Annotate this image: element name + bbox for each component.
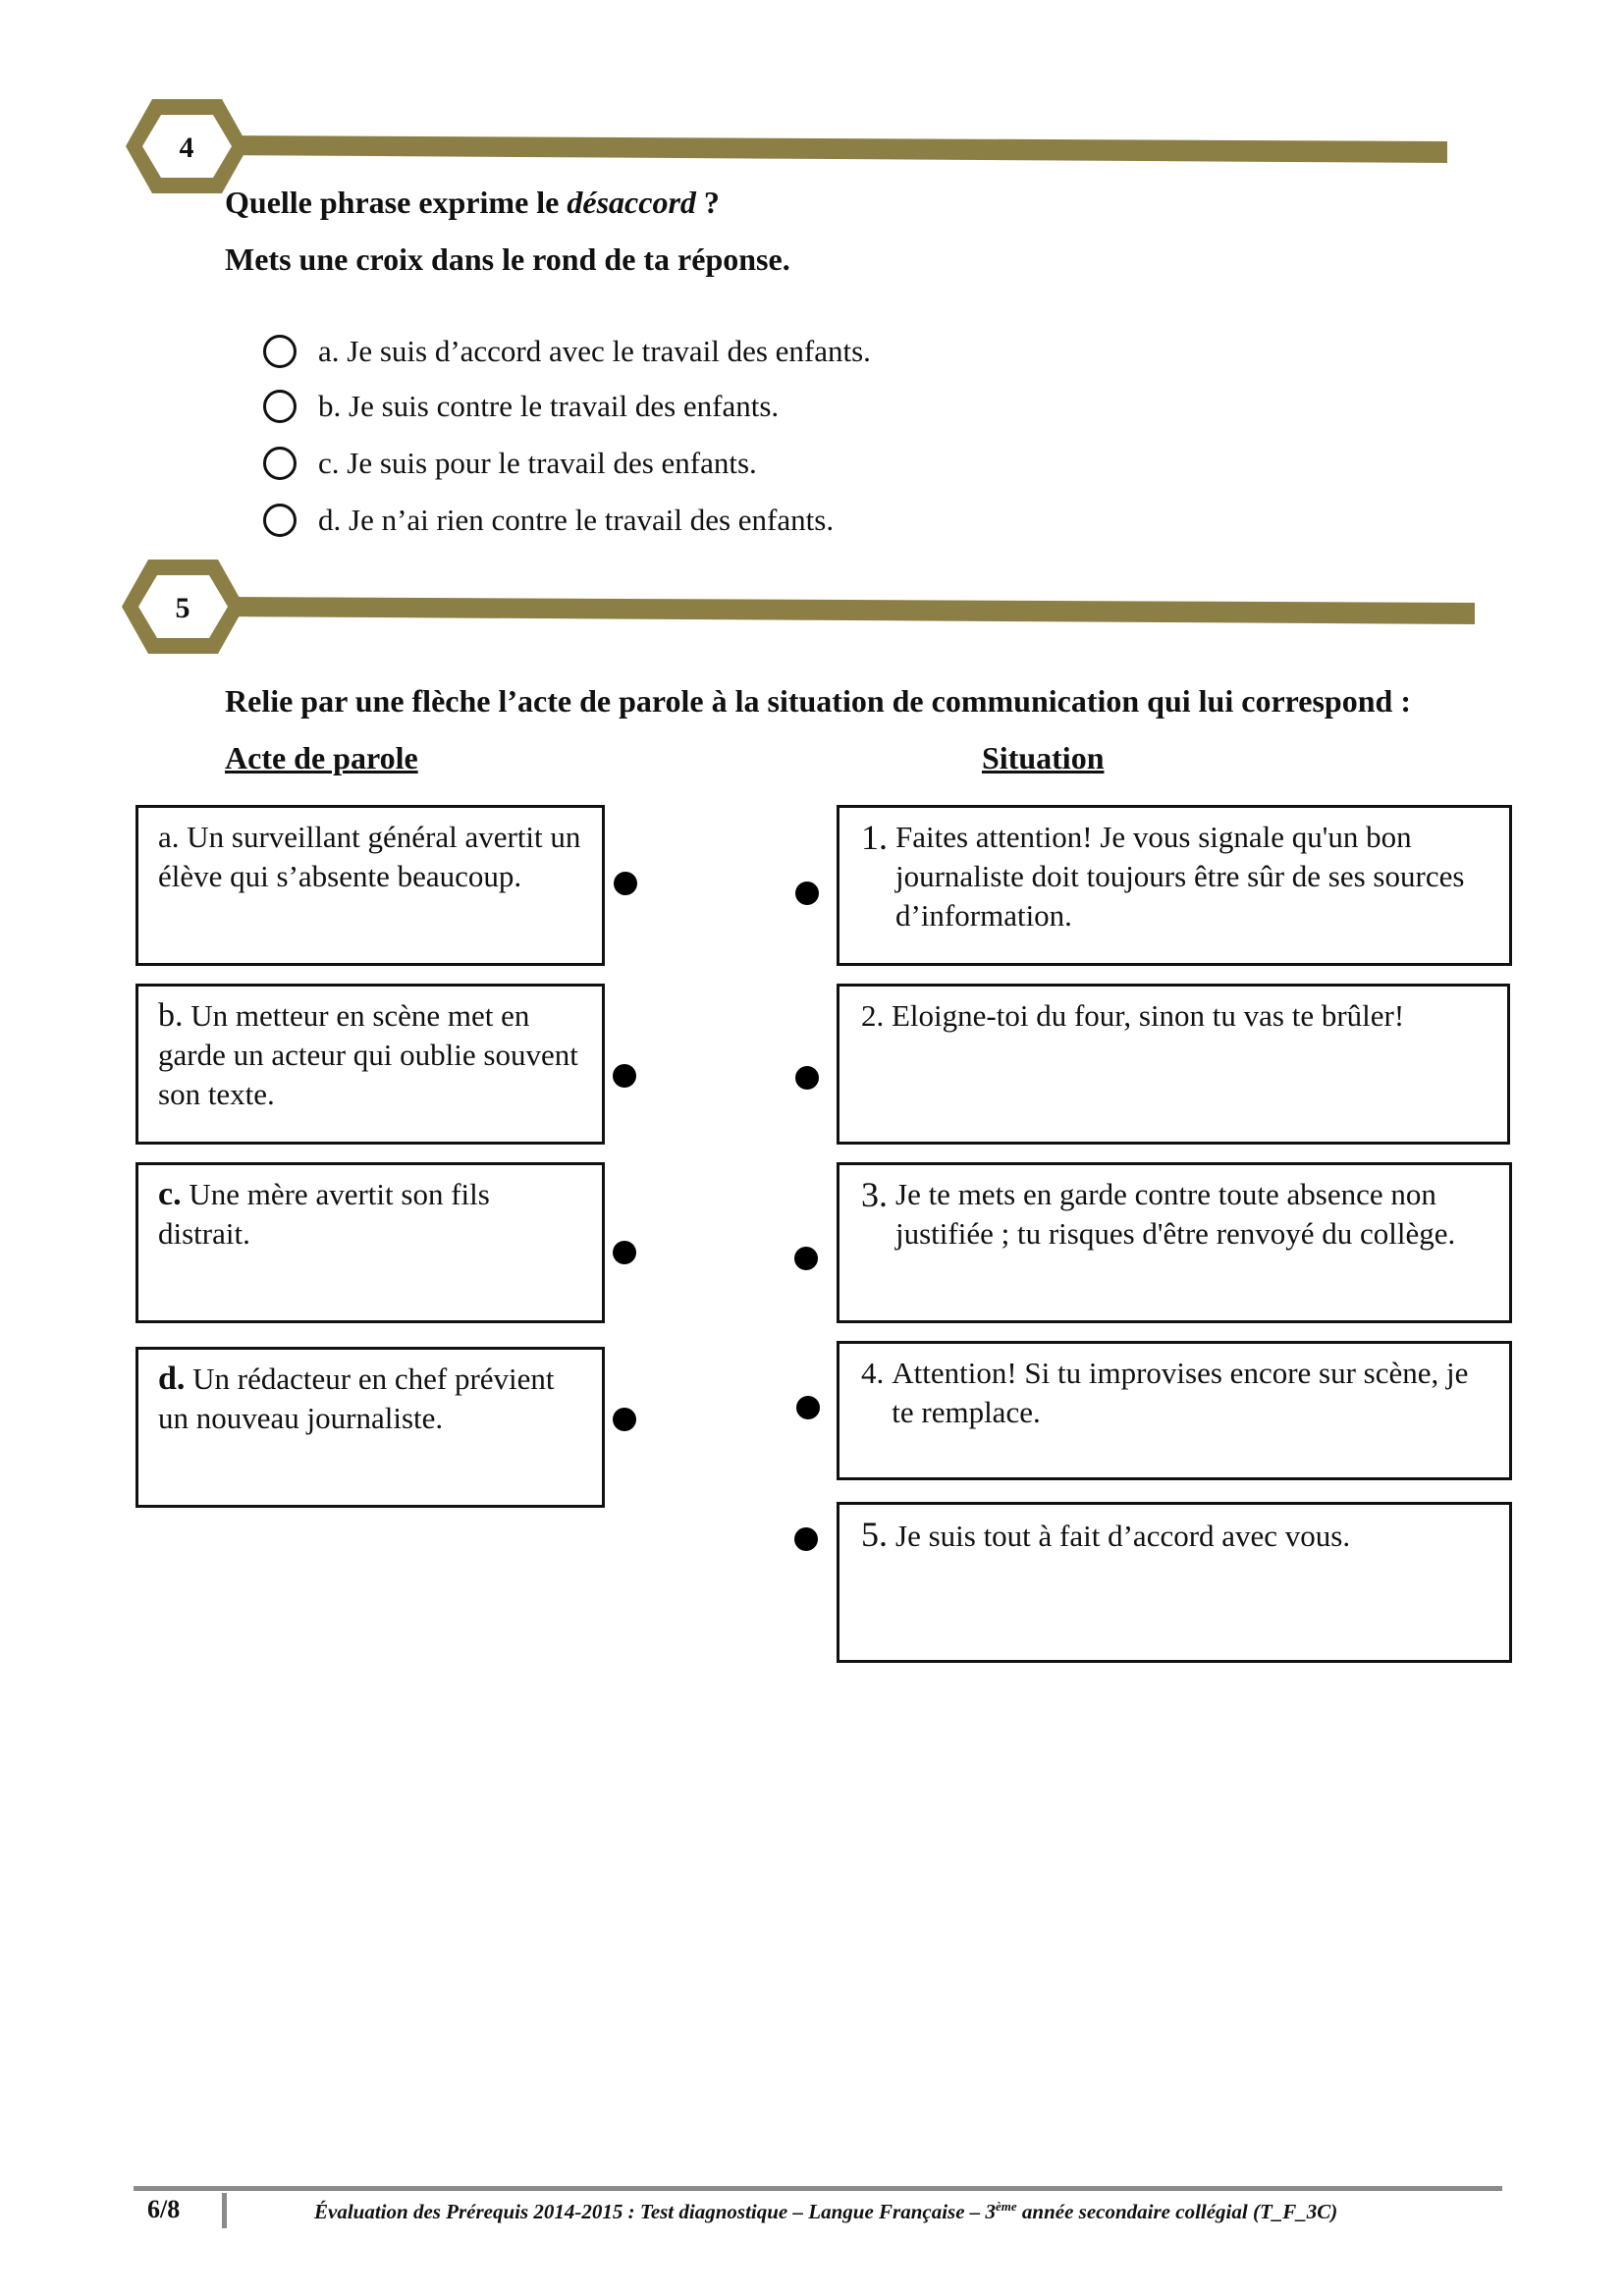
situation-4-connector-dot[interactable] bbox=[796, 1396, 820, 1419]
option-c[interactable] bbox=[263, 440, 757, 487]
situation-number: 3. bbox=[861, 1175, 888, 1214]
acte-b-connector-dot[interactable] bbox=[613, 1064, 636, 1088]
section-number: 5 bbox=[175, 592, 190, 624]
acte-box-d bbox=[135, 1347, 605, 1508]
acte-text: Une mère avertit son fils distrait. bbox=[158, 1177, 490, 1251]
option-label: a. Je suis d’accord avec le travail des enfants. bbox=[318, 334, 871, 368]
acte-label: d. bbox=[158, 1361, 186, 1397]
acte-label: b. bbox=[158, 997, 184, 1034]
situation-text: Attention! Si tu improvises encore sur scène, je te remplace. bbox=[892, 1356, 1469, 1429]
section-number: 4 bbox=[179, 132, 194, 164]
acte-d-connector-dot[interactable] bbox=[613, 1408, 636, 1431]
option-label: b. Je suis contre le travail des enfants. bbox=[318, 389, 780, 423]
situation-text: Eloigne-toi du four, sinon tu vas te brûler! bbox=[892, 998, 1405, 1033]
acte-text: Un metteur en scène met en garde un acteur qui oublie souvent son texte. bbox=[158, 998, 578, 1111]
acte-label: c. bbox=[158, 1176, 182, 1212]
radio-circle[interactable] bbox=[263, 504, 297, 537]
situation-box-2 bbox=[837, 984, 1510, 1145]
situation-3-connector-dot[interactable] bbox=[794, 1247, 818, 1270]
radio-circle[interactable] bbox=[263, 447, 297, 480]
situation-number: 4. bbox=[861, 1356, 885, 1390]
option-b[interactable] bbox=[263, 383, 779, 430]
section-5-header bbox=[0, 552, 1624, 660]
acte-label: a. bbox=[158, 820, 180, 854]
situation-text: Je suis tout à fait d’accord avec vous. bbox=[895, 1519, 1351, 1553]
option-label: d. Je n’ai rien contre le travail des enfants. bbox=[318, 503, 835, 537]
situation-5-connector-dot[interactable] bbox=[794, 1527, 818, 1551]
question-instruction: Mets une croix dans le rond de ta réponse. bbox=[225, 241, 790, 277]
situation-number: 5. bbox=[861, 1515, 888, 1554]
situation-box-1 bbox=[837, 805, 1512, 966]
situation-text: Je te mets en garde contre toute absence non justifiée ; tu risques d'être renvoyé du collège. bbox=[895, 1177, 1456, 1251]
acte-a-connector-dot[interactable] bbox=[614, 872, 637, 895]
section-banner bbox=[0, 552, 1624, 660]
situation-box-3 bbox=[837, 1162, 1512, 1323]
acte-box-c bbox=[135, 1162, 605, 1323]
footer-separator bbox=[222, 2193, 227, 2228]
radio-circle[interactable] bbox=[263, 335, 297, 368]
option-label: c. Je suis pour le travail des enfants. bbox=[318, 446, 757, 480]
column-header-acte: Acte de parole bbox=[225, 740, 418, 775]
acte-box-a bbox=[135, 805, 605, 966]
page-number: 6/8 bbox=[147, 2195, 181, 2223]
situation-number: 2. bbox=[861, 998, 885, 1033]
situation-2-connector-dot[interactable] bbox=[795, 1066, 819, 1090]
acte-text: Un surveillant général avertit un élève qui s’absente beaucoup. bbox=[158, 820, 581, 893]
situation-box-4 bbox=[837, 1341, 1512, 1480]
acte-c-connector-dot[interactable] bbox=[613, 1241, 636, 1264]
footer-rule bbox=[134, 2186, 1502, 2191]
option-a[interactable] bbox=[263, 328, 871, 375]
option-d[interactable] bbox=[263, 497, 834, 544]
situation-text: Faites attention! Je vous signale qu'un bon journaliste doit toujours être sûr de ses sources d’information. bbox=[895, 820, 1465, 933]
situation-number: 1. bbox=[861, 818, 888, 857]
radio-circle[interactable] bbox=[263, 390, 297, 423]
footer-caption: Évaluation des Prérequis 2014-2015 : Test diagnostique – Langue Française – 3ème année secondaire collégial (T_F_3C) bbox=[314, 2199, 1338, 2223]
matching-instruction: Relie par une flèche l’acte de parole à la situation de communication qui lui correspond : bbox=[225, 683, 1411, 719]
situation-1-connector-dot[interactable] bbox=[795, 881, 819, 905]
column-header-situation: Situation bbox=[982, 740, 1105, 775]
question-title: Quelle phrase exprime le désaccord ? bbox=[225, 185, 720, 220]
situation-box-5 bbox=[837, 1502, 1512, 1663]
acte-text: Un rédacteur en chef prévient un nouveau journaliste. bbox=[158, 1362, 555, 1435]
acte-box-b bbox=[135, 984, 605, 1145]
